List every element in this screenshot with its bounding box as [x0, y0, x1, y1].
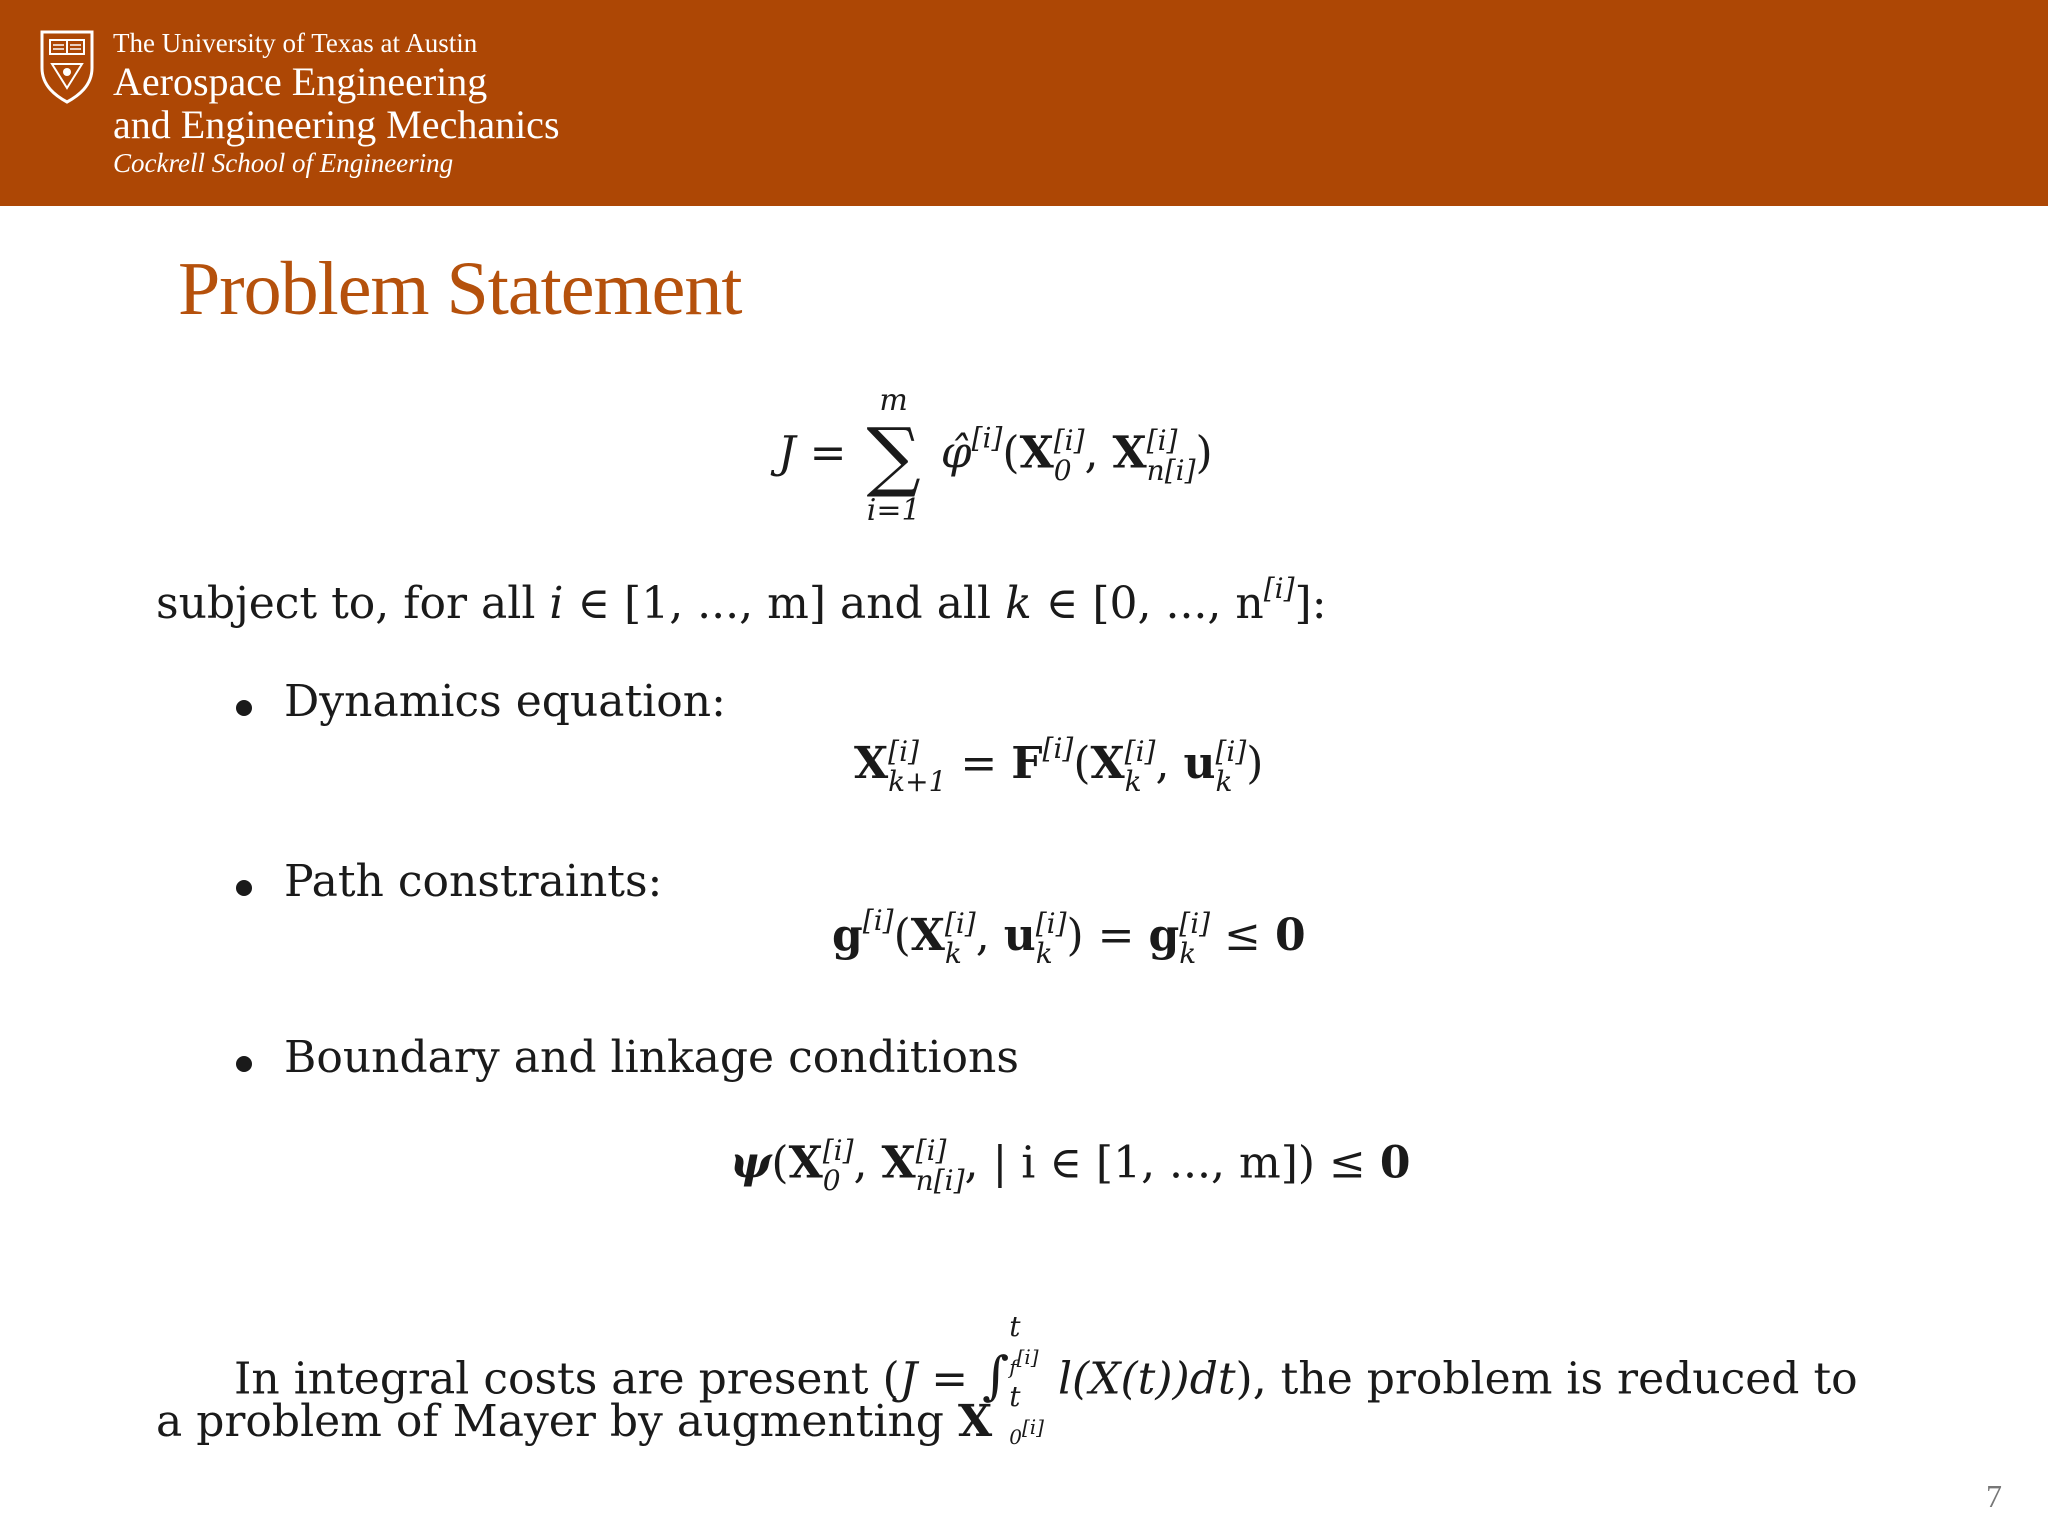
g-var: g — [832, 910, 863, 961]
zero-vector: 0 — [1274, 910, 1306, 961]
xk-sub: k — [1124, 764, 1142, 798]
index-k: k — [1005, 578, 1032, 629]
bullet-dynamics: Dynamics equation: — [284, 676, 726, 727]
lower-t-sub: 0 — [1009, 1425, 1022, 1449]
integral-sign: ∫ — [982, 1346, 1010, 1407]
lower-t: t — [1009, 1380, 1021, 1413]
university-name: The University of Texas at Austin — [113, 28, 478, 58]
f-sup: [i] — [1042, 732, 1074, 765]
n-superscript: [i] — [1263, 572, 1295, 605]
le-sign: ≤ — [1224, 910, 1261, 961]
x0-sub: 0 — [1053, 454, 1072, 487]
department-name-line2: and Engineering Mechanics — [113, 102, 560, 147]
xk-scripts — [1124, 734, 1156, 798]
xn-sup: [i] — [1146, 424, 1178, 457]
sum-lower-limit: i=1 — [866, 493, 921, 528]
le-sign: ≤ — [1329, 1137, 1366, 1189]
school-name: Cockrell School of Engineering — [113, 148, 454, 178]
xk-sub: k — [944, 936, 962, 970]
x-sup: [i] — [888, 734, 919, 768]
xn-sup: [i] — [915, 1134, 947, 1167]
equals-sign: = — [960, 738, 998, 789]
integral-text-start: In integral costs are present ( — [234, 1353, 900, 1405]
upper-t-sub: f — [1009, 1355, 1017, 1379]
uk-sup: [i] — [1215, 734, 1247, 768]
integral-cost-line2 — [156, 1396, 992, 1447]
uk-sub: k — [1215, 764, 1233, 798]
header-text — [113, 26, 560, 180]
bullet-dot — [236, 700, 252, 716]
boundary-equation: ψ(X [i] 0 , X [i] n[i] , | i ∈ [1, ..., m]) ≤ 0 — [730, 1134, 1411, 1197]
subject-to-line — [156, 572, 1327, 629]
zero-vector: 0 — [1379, 1137, 1411, 1189]
bullet-boundary: Boundary and linkage conditions — [284, 1032, 1019, 1083]
bullet-dot — [236, 1056, 252, 1072]
upper-limit — [1009, 1312, 1044, 1382]
x-sub: k+1 — [888, 764, 947, 798]
slide-title: Problem Statement — [178, 247, 742, 331]
lower-limit — [1009, 1382, 1044, 1452]
sigma-symbol: ∑ — [866, 411, 921, 500]
uk-sup: [i] — [1035, 906, 1067, 940]
uk-sub: k — [1035, 936, 1053, 970]
subject-to-text: subject to, for all — [156, 578, 536, 629]
j-equals: J = — [899, 1353, 969, 1405]
integral-text-end: ), the problem is reduced to — [1235, 1353, 1858, 1405]
cost-equation: J = m ∑ i=1 φ̂[i](X [i] 0 , X [i] n[i] ) — [778, 383, 1213, 528]
x-var: X — [957, 1396, 993, 1447]
lower-t-sup: [i] — [1021, 1415, 1044, 1439]
xk-sup: [i] — [944, 906, 976, 940]
x0-sup: [i] — [822, 1134, 854, 1167]
x0-sup: [i] — [1053, 424, 1085, 457]
x-var: X — [854, 738, 889, 789]
summation — [867, 384, 921, 528]
x-var: X — [1112, 427, 1147, 479]
psi-var: ψ — [730, 1137, 772, 1189]
department-name-line1: Aerospace Engineering — [113, 59, 488, 104]
upper-t-sup: [i] — [1016, 1345, 1039, 1369]
x0-scripts — [823, 1136, 854, 1196]
path-constraint-equation: g[i](X [i] k , u [i] k ) = g [i] k ≤ 0 — [832, 904, 1306, 970]
xn-sub: n[i] — [1146, 454, 1196, 487]
uk-scripts — [1215, 734, 1247, 798]
xn-scripts — [1147, 426, 1196, 486]
x0-scripts — [1054, 426, 1085, 486]
dynamics-equation: X [i] k+1 = F[i](X [i] k , u [i] k ) — [854, 732, 1264, 798]
x-var: X — [788, 1137, 823, 1189]
sum-upper-limit: m — [879, 383, 908, 418]
gk-sup: [i] — [1179, 906, 1211, 940]
u-var: u — [1183, 738, 1216, 789]
equals-sign: = — [1097, 910, 1135, 961]
mayer-text: a problem of Mayer by augmenting — [156, 1396, 944, 1447]
integral-limits — [1009, 1312, 1044, 1452]
subject-to-range: ∈ [1, ..., m] and all — [577, 578, 992, 629]
index-i: i — [549, 578, 564, 629]
uk-scripts — [1035, 906, 1067, 970]
ut-seal-icon — [38, 28, 96, 104]
x-var: X — [1019, 427, 1054, 479]
integrand: l(X(t))dt — [1057, 1353, 1236, 1405]
subject-to-krange: ∈ [0, ..., n — [1045, 578, 1264, 629]
gk-sub: k — [1179, 936, 1197, 970]
u-var: u — [1003, 910, 1036, 961]
page-number: 7 — [1986, 1478, 2002, 1514]
xn-sub: n[i] — [915, 1164, 965, 1197]
boundary-index-range: , | i ∈ [1, ..., m]) — [964, 1137, 1316, 1189]
cost-lhs: J = — [778, 427, 847, 479]
xk-sup: [i] — [1124, 734, 1156, 768]
xn-scripts — [916, 1136, 965, 1196]
phi-superscript: [i] — [971, 421, 1003, 455]
x-var: X — [910, 910, 945, 961]
bullet-path-constraints: Path constraints: — [284, 856, 663, 907]
g-var: g — [1148, 910, 1180, 961]
x0-sub: 0 — [822, 1164, 841, 1197]
phi-hat: φ̂ — [940, 427, 972, 479]
x-var: X — [881, 1137, 916, 1189]
gk-scripts — [1179, 906, 1211, 970]
g-sup: [i] — [862, 904, 894, 937]
subject-to-end: ]: — [1294, 578, 1327, 629]
x-var: X — [1090, 738, 1125, 789]
f-var: F — [1011, 738, 1043, 789]
header-banner — [0, 0, 2048, 206]
xk-scripts — [944, 906, 976, 970]
bullet-dot — [236, 880, 252, 896]
x-k1-scripts — [888, 734, 947, 798]
upper-t: t — [1009, 1310, 1021, 1343]
comma: , — [1084, 427, 1099, 479]
